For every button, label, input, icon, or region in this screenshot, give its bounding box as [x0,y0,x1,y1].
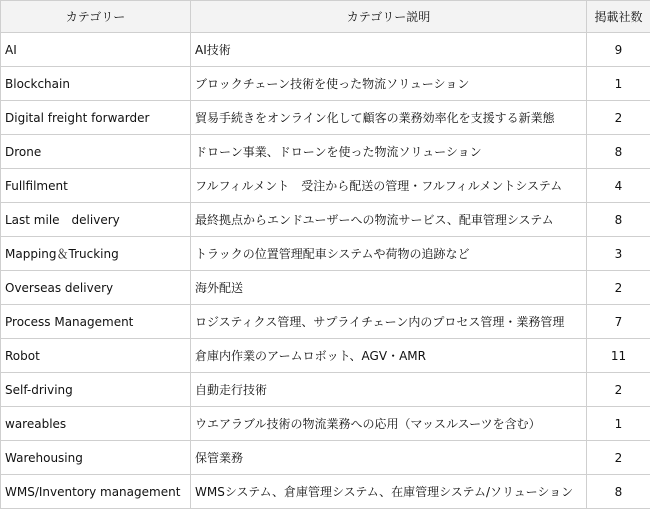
count-cell: 8 [587,475,650,509]
category-cell: Digital freight forwarder [1,101,191,135]
count-cell: 11 [587,339,650,373]
category-cell: Robot [1,339,191,373]
header-count: 掲載社数 [587,1,650,33]
table-row [1,407,650,441]
category-cell: Blockchain [1,67,191,101]
count-cell: 1 [587,67,650,101]
table-row [1,373,650,407]
category-cell: AI [1,33,191,67]
category-cell: Process Management [1,305,191,339]
description-cell: ウエアラブル技術の物流業務への応用（マッスルスーツを含む） [191,407,587,441]
table-row [1,67,650,101]
category-cell: Fullfilment [1,169,191,203]
category-cell: Self-driving [1,373,191,407]
count-cell: 2 [587,271,650,305]
category-cell: Warehousing [1,441,191,475]
count-cell: 2 [587,101,650,135]
description-cell: トラックの位置管理配車システムや荷物の追跡など [191,237,587,271]
count-cell: 9 [587,33,650,67]
category-cell: WMS/Inventory management [1,475,191,509]
table-row [1,475,650,509]
header-row [1,1,650,33]
table-row [1,441,650,475]
header-description: カテゴリー説明 [191,1,587,33]
table-row [1,271,650,305]
table-row [1,135,650,169]
description-cell: ロジスティクス管理、サプライチェーン内のプロセス管理・業務管理 [191,305,587,339]
description-cell: 貿易手続きをオンライン化して顧客の業務効率化を支援する新業態 [191,101,587,135]
table-row [1,203,650,237]
category-cell: Overseas delivery [1,271,191,305]
table-row [1,169,650,203]
count-cell: 4 [587,169,650,203]
header-category: カテゴリー [1,1,191,33]
table-row [1,101,650,135]
description-cell: 最終拠点からエンドユーザーへの物流サービス、配車管理システム [191,203,587,237]
table-row [1,33,650,67]
description-cell: 倉庫内作業のアームロボット、AGV・AMR [191,339,587,373]
count-cell: 3 [587,237,650,271]
description-cell: 海外配送 [191,271,587,305]
description-cell: 自動走行技術 [191,373,587,407]
count-cell: 8 [587,203,650,237]
category-cell: Drone [1,135,191,169]
description-cell: AI技術 [191,33,587,67]
table-row [1,305,650,339]
description-cell: フルフィルメント 受注から配送の管理・フルフィルメントシステム [191,169,587,203]
count-cell: 1 [587,407,650,441]
description-cell: 保管業務 [191,441,587,475]
category-cell: wareables [1,407,191,441]
count-cell: 2 [587,373,650,407]
count-cell: 8 [587,135,650,169]
description-cell: ブロックチェーン技術を使った物流ソリューション [191,67,587,101]
count-cell: 7 [587,305,650,339]
category-cell: Mapping＆Trucking [1,237,191,271]
table-row [1,237,650,271]
count-cell: 2 [587,441,650,475]
category-cell: Last mile delivery [1,203,191,237]
description-cell: ドローン事業、ドローンを使った物流ソリューション [191,135,587,169]
table-row [1,339,650,373]
description-cell: WMSシステム、倉庫管理システム、在庫管理システム/ソリューション [191,475,587,509]
